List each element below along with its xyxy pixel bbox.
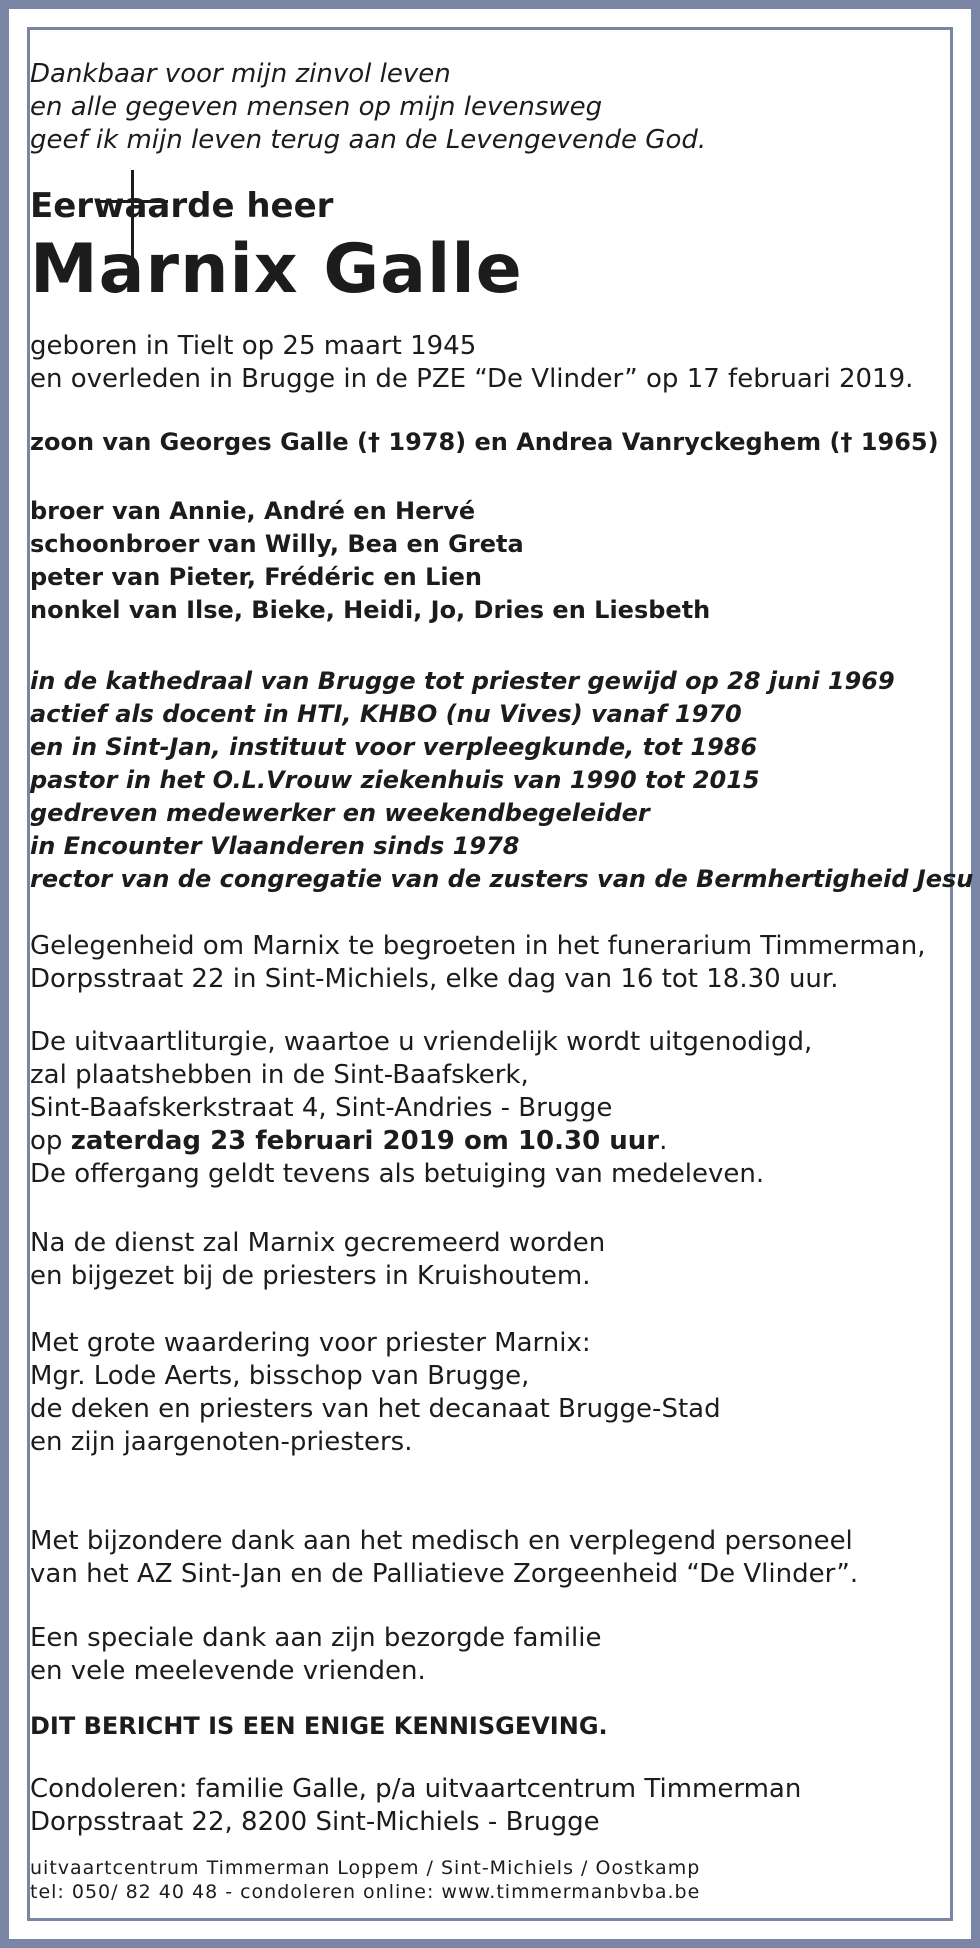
footer-contact-line: tel: 050/ 82 40 48 - condoleren online: www.timmermanbvba.be (30, 1881, 701, 1903)
family-list (30, 495, 950, 627)
footer-line: uitvaartcentrum Timmerman Loppem / Sint-Michiels / Oostkamp (30, 1857, 701, 1879)
visitation-info (30, 930, 950, 996)
deceased-name: Marnix Galle (30, 230, 523, 309)
liturgy-info (30, 1026, 950, 1191)
motto-line: Dankbaar voor mijn zinvol leven (30, 59, 451, 89)
motto-line: en alle gegeven mensen op mijn levensweg (30, 92, 603, 122)
special-thanks-line: en vele meelevende vrienden. (30, 1656, 426, 1686)
special-thanks-info (30, 1622, 950, 1688)
liturgy-date-prefix: op (30, 1126, 71, 1156)
obituary-card (27, 27, 974, 1921)
career-line: actief als docent in HTI, KHBO (nu Vives) vanaf 1970 (30, 700, 742, 728)
cremation-info (30, 1227, 950, 1293)
family-line: broer van Annie, André en Hervé (30, 497, 476, 525)
birth-line: geboren in Tielt op 25 maart 1945 (30, 331, 477, 361)
funeral-home-footer (30, 1856, 950, 1904)
visit-line: Dorpsstraat 22 in Sint-Michiels, elke dag van 16 tot 18.30 uur. (30, 964, 839, 994)
liturgy-date-line (30, 1125, 950, 1158)
special-thanks-line: Een speciale dank aan zijn bezorgde familie (30, 1623, 602, 1653)
appreciation-line: en zijn jaargenoten-priesters. (30, 1427, 413, 1457)
motto-line: geef ik mijn leven terug aan de Levengevende God. (30, 125, 707, 155)
appreciation-line: Met grote waardering voor priester Marnix: (30, 1328, 591, 1358)
family-line: peter van Pieter, Frédéric en Lien (30, 563, 482, 591)
appreciation-line: Mgr. Lode Aerts, bisschop van Brugge, (30, 1361, 530, 1391)
condolences-info (30, 1773, 950, 1839)
condolences-line: Dorpsstraat 22, 8200 Sint-Michiels - Brugge (30, 1807, 600, 1837)
appreciation-info (30, 1327, 950, 1459)
condolences-line: Condoleren: familie Galle, p/a uitvaartcentrum Timmerman (30, 1774, 802, 1804)
liturgy-line: De uitvaartliturgie, waartoe u vriendelijk wordt uitgenodigd, (30, 1027, 813, 1057)
thanks-info (30, 1525, 950, 1591)
career-line: gedreven medewerker en weekendbegeleider (30, 799, 650, 827)
career-line: en in Sint-Jan, instituut voor verpleegkunde, tot 1986 (30, 733, 758, 761)
family-line: nonkel van Ilse, Bieke, Heidi, Jo, Dries en Liesbeth (30, 596, 711, 624)
thanks-line: Met bijzondere dank aan het medisch en verplegend personeel (30, 1526, 853, 1556)
honorific-title: Eerwaarde heer (30, 186, 334, 226)
death-line: en overleden in Brugge in de PZE “De Vlinder” op 17 februari 2019. (30, 364, 914, 394)
career-line: pastor in het O.L.Vrouw ziekenhuis van 1990 tot 2015 (30, 766, 760, 794)
liturgy-date-suffix: . (659, 1126, 668, 1156)
liturgy-line: zal plaatshebben in de Sint-Baafskerk, (30, 1060, 529, 1090)
career-list (30, 665, 974, 896)
career-line: in de kathedraal van Brugge tot priester gewijd op 28 juni 1969 (30, 667, 895, 695)
cremation-line: en bijgezet bij de priesters in Kruishoutem. (30, 1261, 591, 1291)
cremation-line: Na de dienst zal Marnix gecremeerd worden (30, 1228, 606, 1258)
birth-death-info (30, 330, 950, 396)
family-line: schoonbroer van Willy, Bea en Greta (30, 530, 524, 558)
visit-line: Gelegenheid om Marnix te begroeten in het funerarium Timmerman, (30, 931, 926, 961)
liturgy-line: Sint-Baafskerkstraat 4, Sint-Andries - Brugge (30, 1093, 613, 1123)
motto (30, 58, 950, 157)
liturgy-date: zaterdag 23 februari 2019 om 10.30 uur (70, 1126, 660, 1156)
career-line: rector van de congregatie van de zusters van de Bermhertigheid Jesu (30, 865, 974, 893)
liturgy-line: De offergang geldt tevens als betuiging van medeleven. (30, 1159, 765, 1189)
page-frame (9, 9, 974, 1939)
parents: zoon van Georges Galle († 1978) en Andrea Vanryckeghem († 1965) (30, 428, 939, 456)
notice: DIT BERICHT IS EEN ENIGE KENNISGEVING. (30, 1712, 608, 1740)
career-line: in Encounter Vlaanderen sinds 1978 (30, 832, 520, 860)
thanks-line: van het AZ Sint-Jan en de Palliatieve Zorgeenheid “De Vlinder”. (30, 1559, 859, 1589)
appreciation-line: de deken en priesters van het decanaat Brugge-Stad (30, 1394, 721, 1424)
